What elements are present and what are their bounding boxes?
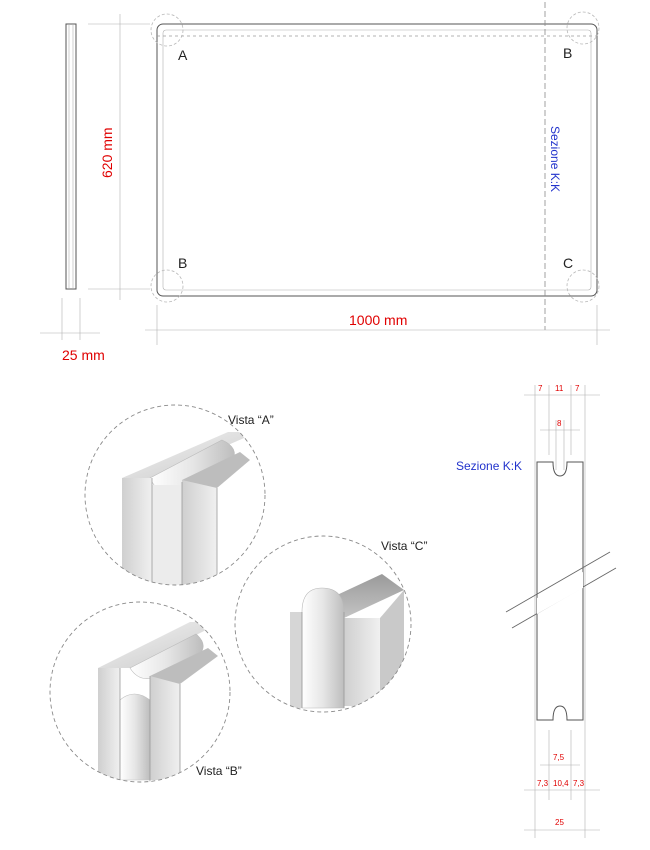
section-top-right-dim: 7 [575, 384, 580, 393]
section-bottom-mid-dim: 10,4 [553, 779, 569, 788]
vista-c-label: Vista “C” [381, 539, 428, 553]
corner-label-c: C [563, 255, 574, 271]
corner-label-b-bottom: B [178, 255, 188, 271]
section-title: Sezione K:K [456, 459, 523, 473]
corner-label-a: A [178, 47, 188, 63]
detail-view-b [50, 602, 230, 790]
height-dimension-line [88, 14, 150, 300]
section-cut-label: Sezione K:K [548, 126, 562, 193]
height-dim-label: 620 mm [99, 127, 115, 178]
thickness-dim-label: 25 mm [62, 347, 105, 363]
side-profile [40, 24, 100, 340]
vista-b-label: Vista “B” [196, 764, 242, 778]
section-bottom-right-dim: 7,3 [573, 779, 585, 788]
section-top-left-dim: 7 [538, 384, 543, 393]
detail-view-c [235, 536, 411, 712]
width-dim-label: 1000 mm [349, 312, 408, 328]
section-top-mid-dim: 11 [555, 384, 564, 393]
panel-front-view [151, 2, 599, 330]
detail-circle-b-top [567, 12, 599, 44]
corner-label-b-top: B [563, 45, 573, 61]
section-bottom-left-dim: 7,3 [537, 779, 549, 788]
section-bottom-depth-dim: 7,5 [553, 753, 565, 762]
detail-circle-c [567, 270, 599, 302]
section-k-k-drawing [506, 385, 616, 838]
detail-circle-b-bottom [151, 270, 183, 302]
section-top-depth-dim: 8 [557, 419, 562, 428]
detail-view-a [85, 405, 265, 600]
section-bottom-total-dim: 25 [555, 818, 564, 827]
vista-a-label: Vista “A” [228, 413, 274, 427]
